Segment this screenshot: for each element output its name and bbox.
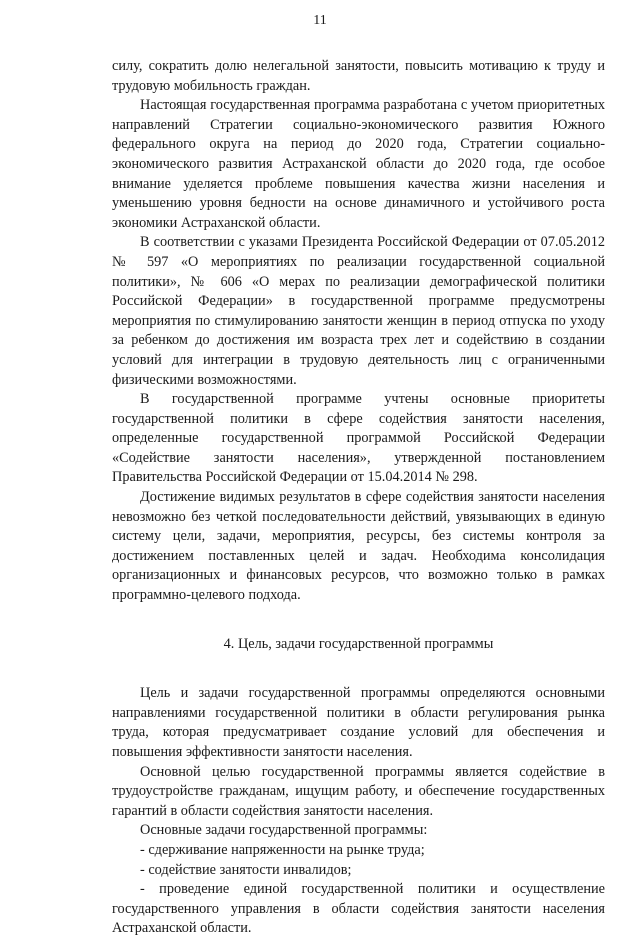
list-item: - сдерживание напряженности на рынке труда; xyxy=(140,841,425,858)
paragraph: Настоящая государственная программа разработана с учетом приоритетных направлений Стратегии социально-экономического развития Южного федерального округа на период до 2020 года, Стратегии социально-экономического развития Астраханской области до 2020 года, где особое внимание уделяется проблеме повышения качества жизни населения и уменьшению уровня бедности на основе динамичного и устойчивого роста экономики Астраханской области. xyxy=(112,97,605,231)
paragraph: Цель и задачи государственной программы определяются основными направлениями государственной политики в области регулирования рынка труда, которая предусматривает создание условий для обеспечения и повышения эффективности занятости населения. xyxy=(112,685,605,760)
paragraph: В государственной программе учтены основные приоритеты государственной политики в сфере содействия занятости населения, определенные государственной программой Российской Федерации «Содействие занятости населения», утвержденной постановлением Правительства Российской Федерации от 15.04.2014 № 298. xyxy=(112,391,605,486)
paragraph: силу, сократить долю нелегальной занятости, повысить мотивацию к труду и трудовую мобильность граждан. xyxy=(112,58,605,94)
paragraph: Основной целью государственной программы является содействие в трудоустройстве гражданам, ищущим работу, и обеспечение государственных гарантий в области содействия занятости населения. xyxy=(112,763,605,819)
list-item: - содействие занятости инвалидов; xyxy=(140,861,352,878)
paragraph: Достижение видимых результатов в сфере содействия занятости населения невозможно без четкой последовательности действий, увязывающих в единую систему цели, задачи, мероприятия, ресурсы, без системы контроля за достижением поставленных целей и задач. Необходима консолидация организационных и финансовых ресурсов, что возможно только в рамках программно-целевого подхода. xyxy=(112,489,605,604)
paragraph: Основные задачи государственной программы: xyxy=(140,822,428,839)
document-body xyxy=(112,57,605,939)
page-number: 11 xyxy=(313,13,327,28)
paragraph: В соответствии с указами Президента Российской Федерации от 07.05.2012 № 597 «О мероприятиях по реализации государственной социальной политики», № 606 «О мерах по реализации демографической политики Российской Федерации» в государственной программе предусмотрены мероприятия по стимулированию занятости женщин в период отпуска по уходу за ребенком до достижения им возраста трех лет и содействию в создании условий для интеграции в трудовую деятельность лиц с ограниченными физическими возможностями. xyxy=(112,234,605,388)
section-heading: 4. Цель, задачи государственной программы xyxy=(223,635,494,652)
list-item: - проведение единой государственной политики и осуществление государственного управления в области содействия занятости населения Астраханской области. xyxy=(112,881,605,937)
